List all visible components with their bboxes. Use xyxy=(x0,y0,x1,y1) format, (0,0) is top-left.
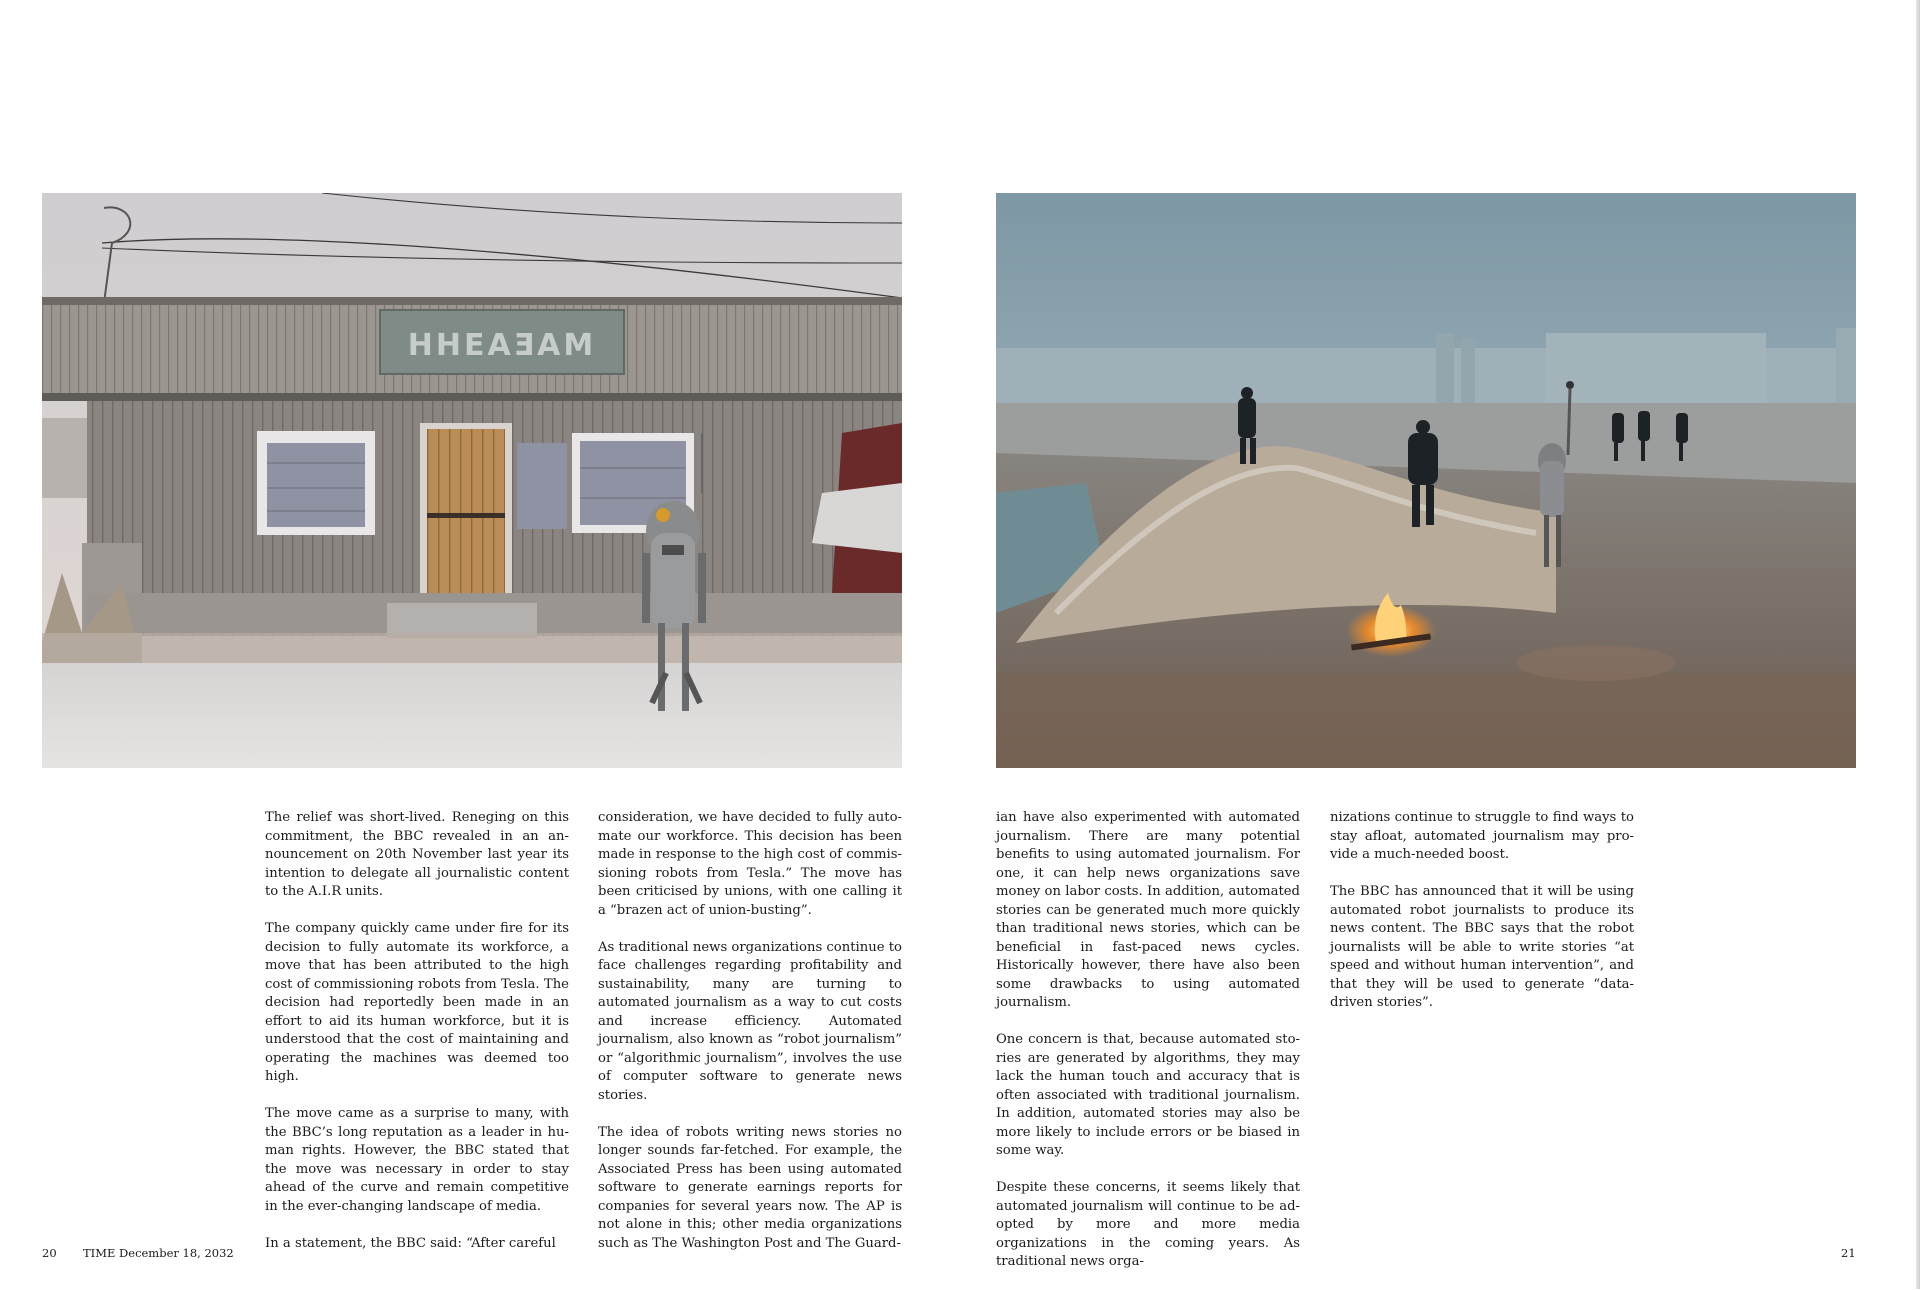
article-column-1 xyxy=(265,809,569,1272)
paragraph: In a statement, the BBC said: “After careful xyxy=(265,1235,556,1251)
page-number-left: 20 xyxy=(42,1246,57,1260)
photo-wasteland-fire-graphic xyxy=(996,193,1856,768)
paragraph: One concern is that, because automated stories are generated by algorithms, they may lack the human touch and accuracy that is often associated with traditional journalism. In addition, automated stories may also be more likely to include errors or be biased in some way. xyxy=(996,1032,1300,1158)
photo-shop-robot-graphic xyxy=(42,193,902,768)
shop-sign-text: HHEAƎAM xyxy=(407,328,597,363)
article-column-4 xyxy=(1330,809,1634,1031)
article-column-3 xyxy=(996,809,1300,1290)
article-column-2 xyxy=(598,809,902,1272)
paragraph: nizations continue to struggle to find ways to stay afloat, automated journalism may provide a much-needed boost. xyxy=(1330,810,1634,862)
page-number-right: 21 xyxy=(1841,1246,1856,1260)
paragraph: The relief was short-lived. Reneging on this commitment, the BBC revealed in an announcement on 20th November last year its intention to delegate all journalistic content to the A.I.R units. xyxy=(265,810,569,899)
photo-wasteland-fire xyxy=(996,193,1856,768)
paragraph: The company quickly came under fire for its decision to fully automate its workforce, a move that has been attributed to the high cost of commissioning robots from Tesla. The decision had reportedly been made in an effort to aid its human workforce, but it is understood that the cost of maintaining and operating the machines was deemed too high. xyxy=(265,921,569,1084)
paragraph: As traditional news organizations continue to face challenges regarding profitability and sustainability, many are turning to automated journalism as a way to cut costs and increase efficiency. Automated journalism, also known as “robot journalism” or “algorithmic journalism”, involves the use of computer software to generate news stories. xyxy=(598,939,902,1103)
paragraph: The BBC has announced that it will be using automated robot journalists to produce its news content. The BBC says that the robot journalists will be able to write stories “at speed and without human intervention”, and that they will be used to generate “data-driven stories”. xyxy=(1330,884,1634,1010)
paragraph: consideration, we have decided to fully automate our workforce. This decision has been made in response to the high cost of commissioning robots from Tesla.” The move has been criticised by unions, with one calling it a “brazen act of union-busting”. xyxy=(598,810,902,918)
page-spine-shadow xyxy=(1916,0,1920,1289)
photo-shop-robot xyxy=(42,193,902,768)
paragraph: The idea of robots writing news stories no longer sounds far-fetched. For example, the Associated Press has been using automated software to generate earnings reports for companies for several years now. The AP is not alone in this; other media organizations such as The Washington Post and The Guard- xyxy=(598,1124,902,1251)
paragraph: ian have also experimented with automated journalism. There are many potential benefits to using automated journalism. For one, it can help news organizations save money on labor costs. In addition, automated stories can be generated much more quickly than traditional news stories, which can be beneficial in fast-paced news cycles. Historically however, there have also been some drawbacks to using automated journalism. xyxy=(996,810,1300,1010)
paragraph: Despite these concerns, it seems likely that automated journalism will continue to be adopted by more and more media organizations in the coming years. As traditional news orga- xyxy=(996,1180,1300,1269)
publication-date-label: TIME December 18, 2032 xyxy=(83,1246,234,1260)
paragraph: The move came as a surprise to many, with the BBC’s long reputation as a leader in human rights. However, the BBC stated that the move was necessary in order to stay ahead of the curve and remain competitive in the ever-changing landscape of media. xyxy=(265,1106,569,1214)
